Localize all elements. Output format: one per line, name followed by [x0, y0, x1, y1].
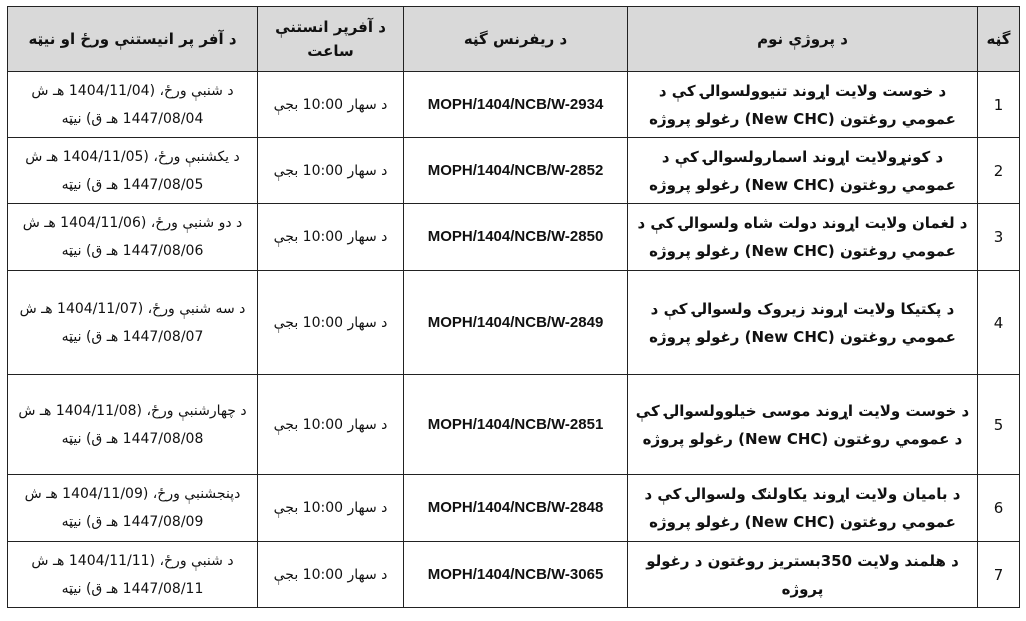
row-number: 5	[978, 375, 1020, 475]
table-row	[8, 375, 1020, 475]
table-row	[8, 475, 1020, 542]
offer-date: د سه شنبې ورځ، (1404/11/07 هـ ش 1447/08/07 هـ ق) نیټه	[8, 271, 258, 375]
header-offer-date: د آفر پر انیستنې ورځ او نیټه	[8, 7, 258, 72]
offer-time: د سهار 10:00 بجې	[258, 475, 404, 542]
offer-date: د شنبې ورځ، (1404/11/11 هـ ش 1447/08/11 هـ ق) نیټه	[8, 542, 258, 608]
header-number: گڼه	[978, 7, 1020, 72]
table-row	[8, 542, 1020, 608]
offer-time: د سهار 10:00 بجې	[258, 138, 404, 204]
project-name: د کونړولایت اړوند اسمارولسوالۍ کې د عمومي روغتون (New CHC) رغولو پروژه	[628, 138, 978, 204]
row-number: 3	[978, 204, 1020, 271]
reference-number: MOPH/1404/NCB/W-2851	[404, 375, 628, 475]
tender-table	[7, 6, 1020, 608]
offer-time: د سهار 10:00 بجې	[258, 204, 404, 271]
row-number: 2	[978, 138, 1020, 204]
reference-number: MOPH/1404/NCB/W-2848	[404, 475, 628, 542]
table-row	[8, 204, 1020, 271]
reference-number: MOPH/1404/NCB/W-2849	[404, 271, 628, 375]
reference-number: MOPH/1404/NCB/W-2850	[404, 204, 628, 271]
row-number: 6	[978, 475, 1020, 542]
row-number: 1	[978, 72, 1020, 138]
row-number: 7	[978, 542, 1020, 608]
table-header-row	[8, 7, 1020, 72]
offer-date: د دو شنبې ورځ، (1404/11/06 هـ ش 1447/08/06 هـ ق) نیټه	[8, 204, 258, 271]
offer-time: د سهار 10:00 بجې	[258, 271, 404, 375]
header-project-name: د پروژې نوم	[628, 7, 978, 72]
offer-date: دپنجشنبې ورځ، (1404/11/09 هـ ش 1447/08/09 هـ ق) نیټه	[8, 475, 258, 542]
row-number: 4	[978, 271, 1020, 375]
reference-number: MOPH/1404/NCB/W-3065	[404, 542, 628, 608]
offer-date: د چهارشنبې ورځ، (1404/11/08 هـ ش 1447/08/08 هـ ق) نیټه	[8, 375, 258, 475]
reference-number: MOPH/1404/NCB/W-2852	[404, 138, 628, 204]
offer-time: د سهار 10:00 بجې	[258, 542, 404, 608]
offer-date: د شنبې ورځ، (1404/11/04 هـ ش 1447/08/04 هـ ق) نیټه	[8, 72, 258, 138]
header-reference-number: د ريفرنس گڼه	[404, 7, 628, 72]
table-row	[8, 72, 1020, 138]
project-name: د خوست ولایت اړوند تنیوولسوالۍ کې د عمومي روغتون (New CHC) رغولو پروژه	[628, 72, 978, 138]
project-name: د خوست ولایت اړوند موسی خیلوولسوالۍ کې د عمومي روغتون (New CHC) رغولو پروژه	[628, 375, 978, 475]
header-offer-time: د آفرپر انستنې ساعت	[258, 7, 404, 72]
offer-date: د یکشنبې ورځ، (1404/11/05 هـ ش 1447/08/05 هـ ق) نیټه	[8, 138, 258, 204]
table-row	[8, 271, 1020, 375]
project-name: د پکتیکا ولایت اړوند زیروک ولسوالۍ کې د عمومي روغتون (New CHC) رغولو پروژه	[628, 271, 978, 375]
project-name: د لغمان ولایت اړوند دولت شاه ولسوالۍ کې د عمومي روغتون (New CHC) رغولو پروژه	[628, 204, 978, 271]
reference-number: MOPH/1404/NCB/W-2934	[404, 72, 628, 138]
offer-time: د سهار 10:00 بجې	[258, 375, 404, 475]
project-name: د بامیان ولایت اړوند یکاولنګ ولسوالۍ کې د عمومي روغتون (New CHC) رغولو پروژه	[628, 475, 978, 542]
project-name: د هلمند ولایت 350بستریز روغتون د رغولو پروژه	[628, 542, 978, 608]
table-row	[8, 138, 1020, 204]
offer-time: د سهار 10:00 بجې	[258, 72, 404, 138]
